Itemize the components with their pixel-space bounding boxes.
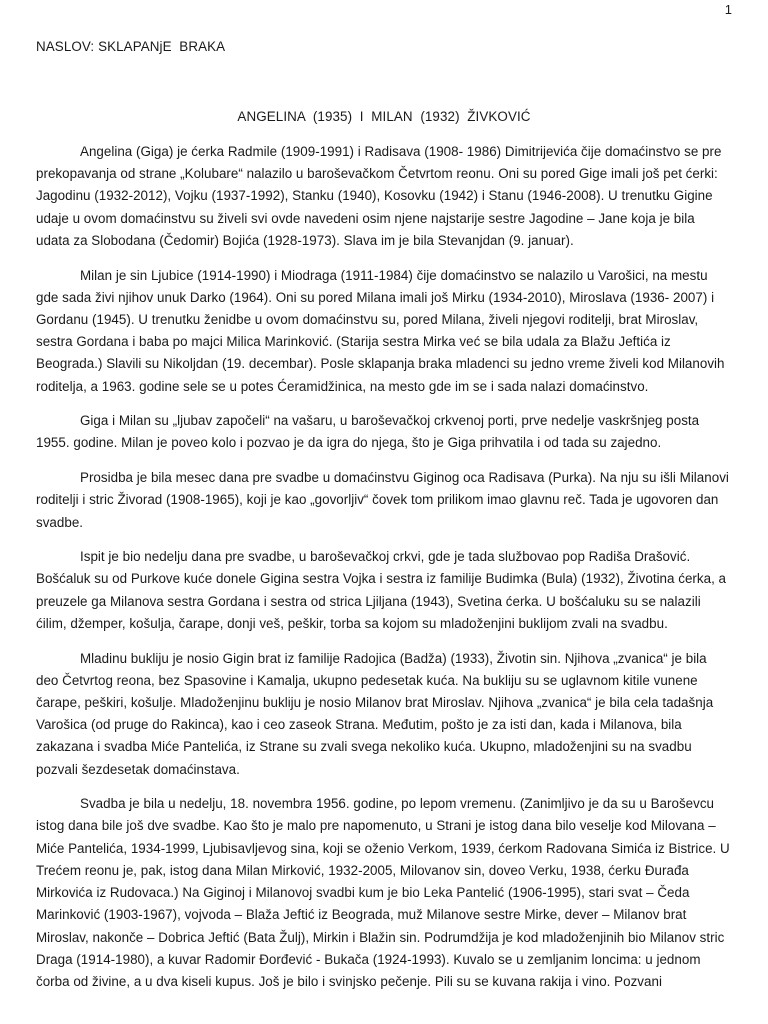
paragraph: Milan je sin Ljubice (1914-1990) i Miodraga (1911-1984) čije domaćinstvo se nalazilo u Varošici, na mestu gde sada živi njihov unuk Darko (1964). Oni su pored Milana imali još Mirku (1934-2010), Miroslava (1936- 2007) i Gordanu (1945). U trenutku ženidbe u ovom domaćinstvu su, pored Milana, živeli njegovi roditelji, brat Miroslav, sestra Gordana i baba po majci Milica Marinković. (Starija sestra Mirka već se bila udala za Blažu Jeftića iz Beograda.) Slavili su Nikoljdan (19. decembar). Posle sklapanja braka mladenci su jedno vreme živeli kod Milanovih roditelja, a 1963. godine sele se u potes Ćeramidžinica, na mesto gde im se i sada nalazi domaćinstvo. xyxy=(36,267,725,394)
page-number: 1 xyxy=(724,2,732,17)
document-title: ANGELINA (1935) I MILAN (1932) ŽIVKOVIĆ xyxy=(237,109,531,124)
paragraph: Ispit je bio nedelju dana pre svadbe, u baroševačkoj crkvi, gde je tada službovao pop Radiša Drašović. Bošćaluk su od Purkove kuće donele Gigina sestra Vojka i sestra iz familije Budimka (Bula) (1932), Životina ćerka, a preuzele ga Milanova sestra Gordana i sestra od strica Ljiljana (1943), Svetina ćerka. U bošćaluku su se nalazili ćilim, džemper, košulja, čarape, donji veš, peškir, torba sa kojom su mladoženjini buklijom zvali na svadbu. xyxy=(36,549,727,631)
paragraph: Angelina (Giga) je ćerka Radmile (1909-1991) i Radisava (1908- 1986) Dimitrijevića čije domaćinstvo se pre prekopavanja od strane „Kolubare“ nalazilo u baroševačkom Četvrtom reonu. Oni su pored Gige imali još pet ćerki: Jagodinu (1932-2012), Vojku (1937-1992), Stanku (1940), Kosovku (1942) i Stanu (1946-2008). U trenutku Gigine udaje u ovom domaćinstvu su živeli svi ovde navedeni osim njene najstarije sestre Jagodine – Jane koja je bila udata za Slobodana (Čedomir) Bojića (1928-1973). Slava im je bila Stevanjdan (9. januar). xyxy=(36,144,722,248)
paragraph: Giga i Milan su „ljubav započeli“ na vašaru, u baroševačkoj crkvenoj porti, prve nedelje vaskršnjeg posta 1955. godine. Milan je poveo kolo i pozvao je da igra do njega, što je Giga prihvatila i od tada su zajedno. xyxy=(36,413,700,451)
document-body xyxy=(36,141,732,1006)
paragraph: Prosidba je bila mesec dana pre svadbe u domaćinstvu Giginog oca Radisava (Purka). Na nju su išli Milanovi roditelji i stric Živorad (1908-1965), koji je kao „govorljiv“ čovek tom prilikom imao glavnu reč. Tada je ugovoren dan svadbe. xyxy=(36,470,729,530)
paragraph: Mladinu bukliju je nosio Gigin brat iz familije Radojica (Badža) (1933), Životin sin. Njihova „zvanica“ je bila deo Četvrtog reona, bez Spasovine i Kamalja, ukupno pedesetak kuća. Na bukliju su se uglavnom kitile vunene čarape, peškiri, košulje. Mladoženjinu bukliju je nosio Milanov brat Miroslav. Njihova „zvanica“ je bila cela tadašnja Varošica (od pruge do Rakinca), kao i ceo zaseok Strana. Međutim, pošto je za isti dan, kada i Milanova, bila zakazana i svadba Miće Pantelića, iz Strane su zvali svega nekoliko kuća. Ukupno, mladoženjini su na svadbu pozvali šezdesetak domaćinstava. xyxy=(36,650,714,777)
document-label: NASLOV: SKLAPANjE BRAKA xyxy=(36,39,226,54)
paragraph: Svadba je bila u nedelju, 18. novembra 1956. godine, po lepom vremenu. (Zanimljivo je da su u Baroševcu istog dana bile još dve svadbe. Kao što je malo pre napomenuto, u Strani je istog dana bilo veselje kod Milovana – Miće Pantelića, 1934-1999, Ljubisavljevog sina, koji se oženio Verkom, 1939, ćerkom Radovana Simića iz Bistrice. U Trećem reonu je, pak, istog dana Milan Mirković, 1932-2005, Milovanov sin, doveo Verku, 1938, ćerku Đurađa Mirkovića iz Rudovaca.) Na Giginoj i Milanovoj svadbi kum je bio Leka Pantelić (1906-1995), stari svat – Čeda Marinković (1903-1967), vojvoda – Blaža Jeftić iz Beograda, muž Milanove sestre Mirke, dever – Milanov brat Miroslav, nakonče – Dobrica Jeftić (Bata Žulj), Mirkin i Blažin sin. Podrumdžija je kod mladoženjinih bio Milanov stric Draga (1914-1980), a kuvar Radomir Đorđević - Bukača (1924-1993). Kuvalo se u zemljanim loncima: u jednom čorba od živine, a u dva kiseli kupus. Još je bilo i svinjsko pečenje. Pili su se kuvana rakija i vino. Pozvani xyxy=(36,796,730,989)
